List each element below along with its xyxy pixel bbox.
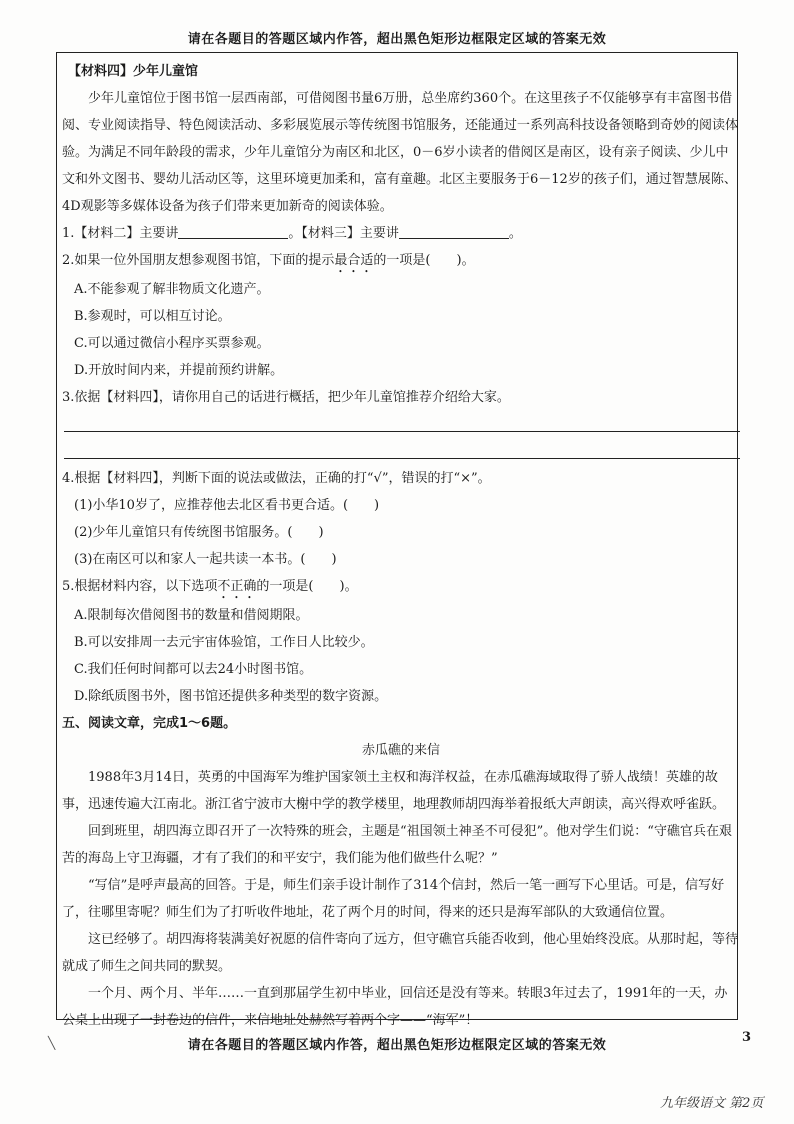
handwritten-page-note: 九年级语文 第2页 [660,1096,764,1111]
q5-option-d: D.除纸质图书外，图书馆还提供多种类型的数字资源。 [74,689,388,704]
top-answer-area-notice: 请在各题目的答题区域内作答，超出黑色矩形边框限定区域的答案无效 [187,32,607,47]
q1-text-a: 1.【材料二】主要讲 [62,226,179,241]
q2-option-d: D.开放时间内来，并提前预约讲解。 [74,363,284,378]
question-2-stem [62,247,740,276]
question-3-stem: 3.依据【材料四】，请你用自己的话进行概括，把少年儿童馆推荐介绍给大家。 [62,390,510,405]
q2-stem-before: 2.如果一位外国朋友想参观图书馆，下面的提示 [62,253,335,268]
article-paragraph-2: 回到班里，胡四海立即召开了一次特殊的班会，主题是“祖国领土神圣不可侵犯”。他对学生们说：“守礁官兵在艰苦的海岛上守卫海疆，才有了我们的和平安宁，我们能为他们做些什么呢？” [62,824,732,866]
q2-stem-emphasis: 最合适 [334,253,374,268]
q2-option-b: B.参观时，可以相互讨论。 [74,309,231,324]
material4-heading: 【材料四】少年儿童馆 [68,64,199,79]
q3-answer-line-2[interactable] [62,438,740,465]
section-5-heading: 五、阅读文章，完成1～6题。 [62,716,237,731]
bottom-answer-area-notice: 请在各题目的答题区域内作答，超出黑色矩形边框限定区域的答案无效 [187,1038,607,1053]
question-5-stem [62,573,740,602]
q5-stem-before: 5.根据材料内容，以下选项 [62,579,218,594]
q4-item-2: (2)少年儿童馆只有传统图书馆服务。( ) [74,525,324,540]
q5-option-a: A.限制每次借阅图书的数量和借阅期限。 [74,608,309,623]
article-paragraph-1: 1988年3月14日，英勇的中国海军为维护国家领土主权和海洋权益，在赤瓜礁海域取得了骄人战绩！英雄的故事，迅速传遍大江南北。浙江省宁波市大榭中学的教学楼里，地理教师胡四海举着报纸大声朗读，高兴得欢呼雀跃。 [62,770,726,812]
page-mark: 3 [742,1030,752,1045]
q5-stem-emphasis: 不正确 [217,579,257,594]
q2-stem-after: 的一项是( )。 [373,253,475,268]
article-paragraph-5: 一个月、两个月、半年……一直到那届学生初中毕业，回信还是没有等来。转眼3年过去了，1991年的一天，办公桌上出现了一封卷边的信件，来信地址处赫然写着两个字——“海军”！ [62,986,728,1028]
q1-blank-b[interactable] [399,224,509,239]
q1-text-b: 。【材料三】主要讲 [288,226,399,241]
q5-stem-after: 的一项是( )。 [256,579,358,594]
q1-blank-a[interactable] [178,224,288,239]
q5-option-c: C.我们任何时间都可以去24小时图书馆。 [74,662,313,677]
q3-answer-line-1[interactable] [62,411,740,438]
article-paragraph-3: “写信”是呼声最高的回答。于是，师生们亲手设计制作了314个信封，然后一笔一画写下心里话。可是，信写好了，往哪里寄呢？师生们为了打听收件地址，花了两个月的时间，得来的还只是海军部队的大致通信位置。 [62,878,725,920]
q1-text-c: 。 [508,226,522,241]
question-1 [62,220,740,247]
q4-item-1: (1)小华10岁了，应推荐他去北区看书更合适。( ) [74,498,380,513]
corner-scan-mark: ╲ [48,1036,56,1050]
q2-option-c: C.可以通过微信小程序买票参观。 [74,336,270,351]
article-paragraph-4: 这已经够了。胡四海将装满美好祝愿的信件寄向了远方，但守礁官兵能否收到，他心里始终没底。从那时起，等待就成了师生之间共同的默契。 [62,932,739,974]
question-4-stem: 4.根据【材料四】，判断下面的说法或做法，正确的打“√”，错误的打“×”。 [62,471,491,486]
article-title: 赤瓜礁的来信 [361,743,440,758]
q2-option-a: A.不能参观了解非物质文化遗产。 [74,282,270,297]
page-content [62,58,740,1034]
material4-paragraph: 少年儿童馆位于图书馆一层西南部，可借阅图书量6万册，总坐席约360个。在这里孩子不仅能够享有丰富图书借阅、专业阅读指导、特色阅读活动、多彩展览展示等传统图书馆服务，还能通过一系列高科技设备领略到奇妙的阅读体验。为满足不同年龄段的需求，少年儿童馆分为南区和北区，0－6岁小读者的借阅区是南区，设有亲子阅读、少儿中文和外文图书、婴幼儿活动区等，这里环境更加柔和，富有童趣。北区主要服务于6－12岁的孩子们，通过智慧展陈、4D观影等多媒体设备为孩子们带来更加新奇的阅读体验。 [62,91,739,214]
q5-option-b: B.可以安排周一去元宇宙体验馆，工作日人比较少。 [74,635,374,650]
q4-item-3: (3)在南区可以和家人一起共读一本书。( ) [74,552,337,567]
